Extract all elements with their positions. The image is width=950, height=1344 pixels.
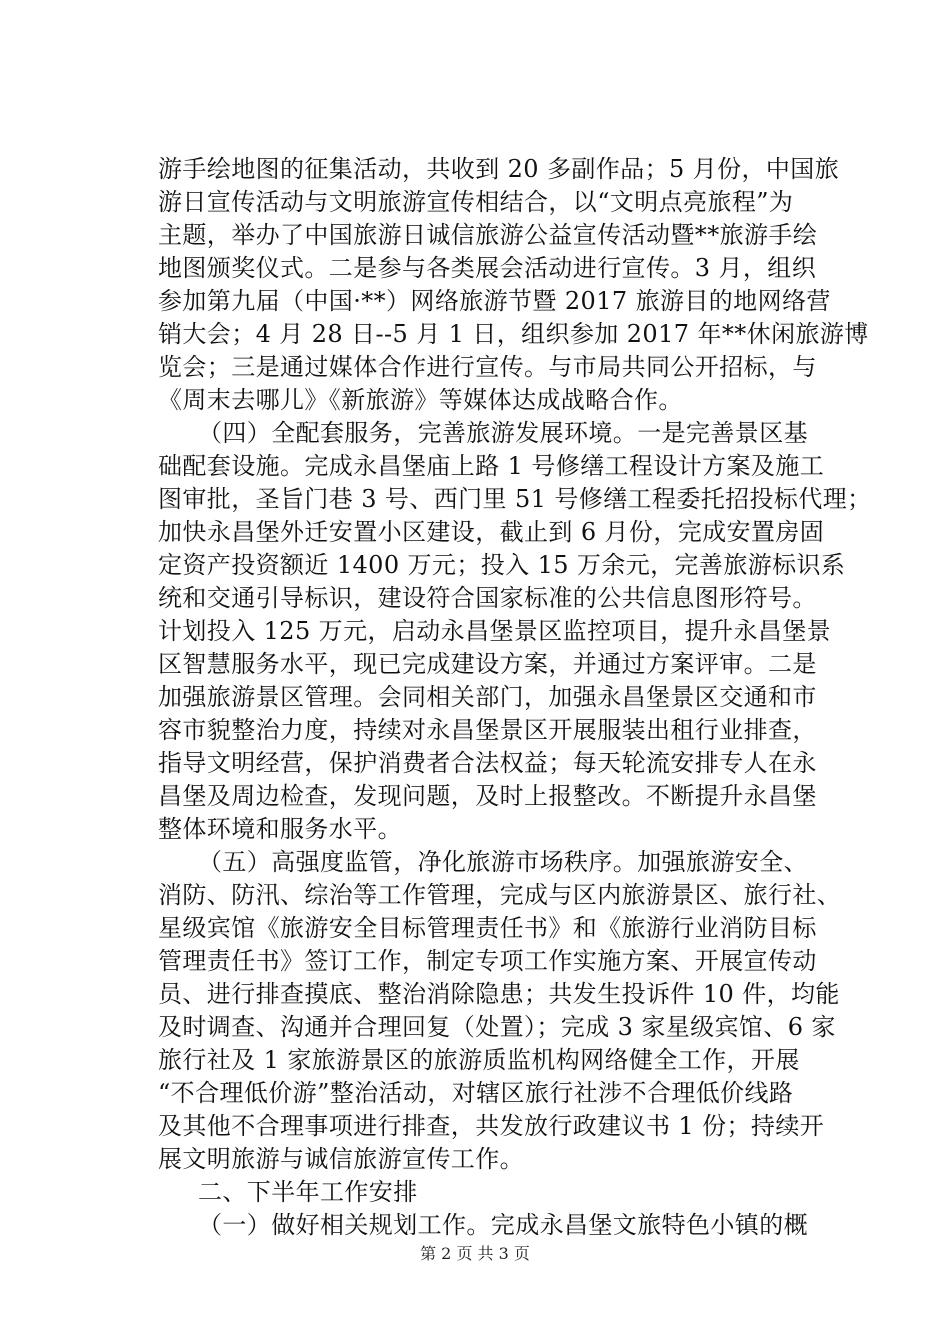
document-body (158, 153, 872, 1242)
text-line: 销大会；4 月 28 日--5 月 1 日，组织参加 2017 年**休闲旅游博 (158, 320, 869, 348)
text-line: 础配套设施。完成永昌堡庙上路 1 号修缮工程设计方案及施工 (158, 452, 825, 480)
text-line: 指导文明经营，保护消费者合法权益；每天轮流安排专人在永 (158, 749, 817, 777)
text-line: 地图颁奖仪式。二是参与各类展会活动进行宣传。3 月，组织 (158, 254, 817, 282)
text-line: “不合理低价游”整治活动，对辖区旅行社涉不合理低价线路 (158, 1079, 794, 1107)
text-line: （四）全配套服务，完善旅游发展环境。一是完善景区基 (198, 419, 808, 447)
text-line: 管理责任书》签订工作，制定专项工作实施方案、开展宣传动 (158, 947, 817, 975)
text-line: 主题，举办了中国旅游日诚信旅游公益宣传活动暨**旅游手绘 (158, 221, 818, 249)
text-line: （一）做好相关规划工作。完成永昌堡文旅特色小镇的概 (198, 1211, 808, 1239)
text-line: 昌堡及周边检查，发现问题，及时上报整改。不断提升永昌堡 (158, 782, 817, 810)
text-line: 游手绘地图的征集活动，共收到 20 多副作品；5 月份，中国旅 (158, 155, 840, 183)
text-line: 员、进行排查摸底、整治消除隐患；共发生投诉件 10 件，均能 (158, 980, 840, 1008)
text-line: （五）高强度监管，净化旅游市场秩序。加强旅游安全、 (198, 848, 808, 876)
text-line: 展文明旅游与诚信旅游宣传工作。 (158, 1145, 524, 1173)
text-line: 《周末去哪儿》《新旅游》等媒体达成战略合作。 (158, 386, 683, 414)
text-line: 容市貌整治力度，持续对永昌堡景区开展服装出租行业排查， (158, 716, 817, 744)
text-line: 定资产投资额近 1400 万元；投入 15 万余元，完善旅游标识系 (158, 551, 846, 579)
text-line: 星级宾馆《旅游安全目标管理责任书》和《旅游行业消防目标 (158, 914, 817, 942)
text-line: 统和交通引导标识，建设符合国家标准的公共信息图形符号。 (158, 584, 817, 612)
text-line: 及其他不合理事项进行排查，共发放行政建议书 1 份；持续开 (158, 1112, 825, 1140)
text-line: 旅行社及 1 家旅游景区的旅游质监机构网络健全工作，开展 (158, 1046, 800, 1074)
text-line: 参加第九届（中国·**）网络旅游节暨 2017 旅游目的地网络营 (158, 287, 831, 315)
text-line: 览会；三是通过媒体合作进行宣传。与市局共同公开招标，与 (158, 353, 817, 381)
text-line: 及时调查、沟通并合理回复（处置）；完成 3 家星级宾馆、6 家 (158, 1013, 836, 1041)
text-line: 消防、防汛、综治等工作管理，完成与区内旅游景区、旅行社、 (158, 881, 842, 909)
text-line: 整体环境和服务水平。 (158, 815, 402, 843)
text-line: 图审批，圣旨门巷 3 号、西门里 51 号修缮工程委托招投标代理； (158, 485, 872, 513)
text-line: 游日宣传活动与文明旅游宣传相结合，以“文明点亮旅程”为 (158, 188, 794, 216)
text-line: 二、下半年工作安排 (198, 1178, 418, 1206)
text-line: 加快永昌堡外迁安置小区建设，截止到 6 月份，完成安置房固 (158, 518, 825, 546)
page-footer: 第 2 页 共 3 页 (420, 1244, 530, 1263)
text-line: 计划投入 125 万元，启动永昌堡景区监控项目，提升永昌堡景 (158, 617, 832, 645)
text-line: 加强旅游景区管理。会同相关部门，加强永昌堡景区交通和市 (158, 683, 817, 711)
text-line: 区智慧服务水平，现已完成建设方案，并通过方案评审。二是 (158, 650, 817, 678)
